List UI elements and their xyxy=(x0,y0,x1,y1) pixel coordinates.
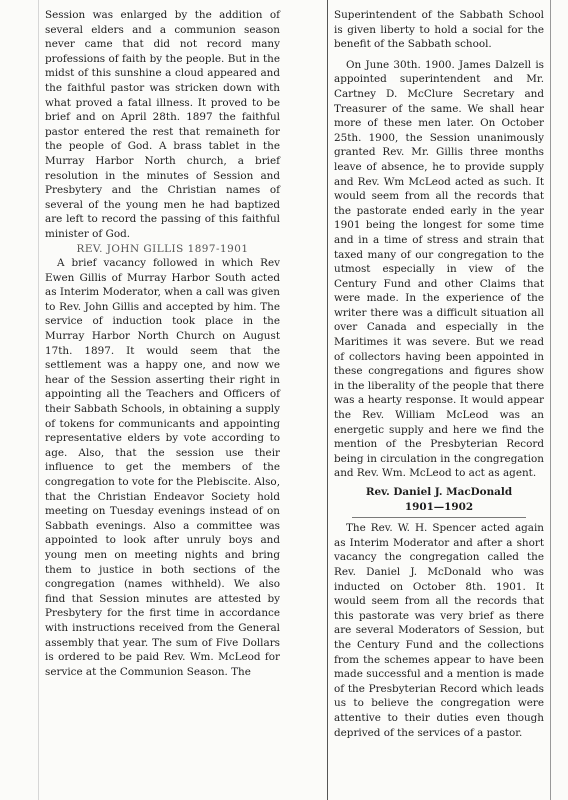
left-paragraph-2: A brief vacancy followed in which Rev Ewen Gillis of Murray Harbor South acted as Interim Moderator, when a call was given to Rev. John Gillis and accepted by him. The service of induction took place in the Murray Harbor North Church on August 17th. 1897. It would seem that the settlement was a happy one, and now we hear of the Session asserting their right in appointing all the Teachers and Officers of their Sabbath Schools, in obtaining a supply of tokens for communicants and appointing representative elders by vote according to age. Also, that the session use their influence to get the members of the congregation to vote for the Plebiscite. Also, that the Christian Endeavor Society hold meeting on Tuesday evenings instead of on Sabbath evenings. Also a committee was appointed to look after unruly boys and young men on meeting nights and bring them to justice in both sections of the congregation (names withheld). We also find that Session minutes are attested by Presbytery for the first time in accordance with instructions received from the General assembly that year. The sum of Five Dollars is ordered to be paid Rev. Wm. McLeod for service at the Communion Season. The xyxy=(45,257,280,678)
section-heading-john-gillis: REV. JOHN GILLIS 1897-1901 xyxy=(76,242,249,255)
right-paragraph-1: Superintendent of the Sabbath School is given liberty to hold a social for the benefit of the Sabbath school. xyxy=(334,9,544,51)
left-column xyxy=(38,0,286,800)
right-column xyxy=(327,0,551,800)
right-paragraph-2: On June 30th. 1900. James Dalzell is appointed superintendent and Mr. Cartney D. McClure Secretary and Treasurer of the same. We shall hear more of these men later. On October 25th. 1900, the Session unanimously granted Rev. Mr. Gillis three months leave of absence, he to provide supply and Rev. Wm McLeod acted as such. It would seem from all the records that the pastorate ended early in the year 1901 being the longest for some time and in a time of stress and strain that taxed many of our congregation to the utmost especially in view of the Century Fund and other Claims that were made. In the experience of the writer there was a difficult situation all over Canada and especially in the Maritimes it was severe. But we read of collectors having been appointed in these congregations and figures show in the liberality of the people that there was a hearty response. It would appear the Rev. William McLeod was an energetic supply and here we find the mention of the Presbyterian Record being in circulation in the congregation and Rev. Wm. McLeod to act as agent. xyxy=(334,58,544,480)
right-paragraph-3: The Rev. W. H. Spencer acted again as Interim Moderator and after a short vacancy the congregation called the Rev. Daniel J. McDonald who was inducted on October 8th. 1901. It would seem from all the records that this pastorate was very brief as there are several Moderators of Session, but the Century Fund and the collections from the schemes appear to have been made successful and a mention is made of the Presbyterian Record which leads us to believe the congregation were attentive to their duties even though deprived of the services of a pastor. xyxy=(334,522,544,739)
section-heading-years: 1901—1902 xyxy=(404,500,474,513)
section-heading-daniel-macdonald: Rev. Daniel J. MacDonald xyxy=(365,486,513,498)
divider xyxy=(352,517,526,518)
left-paragraph-1: Session was enlarged by the addition of several elders and a communion season never came that did not record many professions of faith by the people. But in the midst of this sunshine a cloud appeared and the faithful pastor was stricken down with what proved a fatal illness. It proved to be brief and on April 28th. 1897 the faithful pastor entered the rest that remaineth for the people of God. A brass tablet in the Murray Harbor North church, a brief resolution in the minutes of Session and Presbytery and the Christian names of several of the young men he had baptized are left to record the passing of this faithful minister of God. xyxy=(45,9,280,240)
